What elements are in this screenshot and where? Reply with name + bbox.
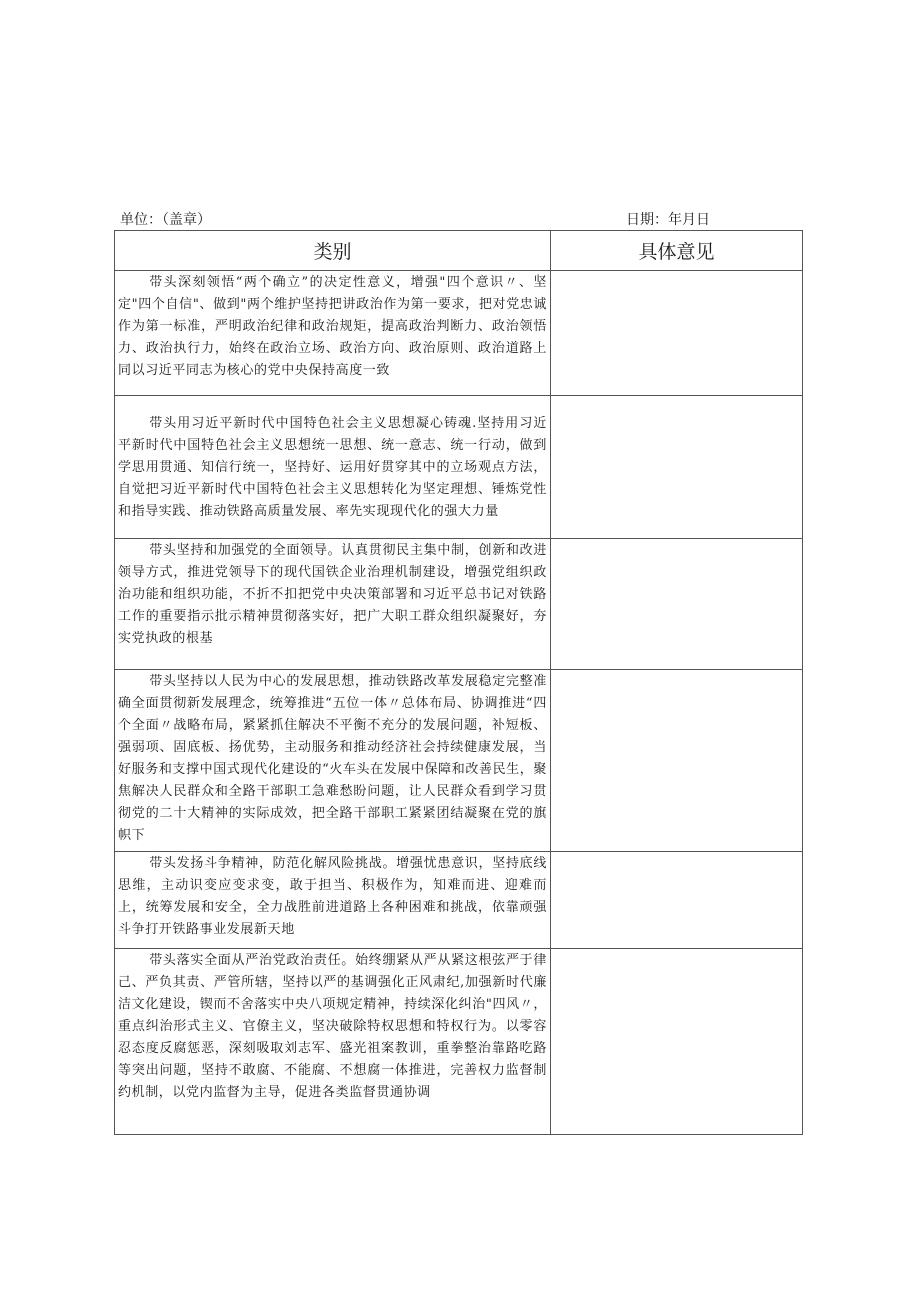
opinion-input-cell[interactable] [551,271,803,396]
category-text: 带头用习近平新时代中国特色社会主义思想凝心铸魂.坚持用习近平新时代中国特色社会主义思想统一思想、统一意志、统一行动，做到学思用贯通、知信行统一，坚持好、运用好贯穿其中的立场观点方法，自觉把习近平新时代中国特色社会主义思想转化为坚定理想、锤炼党性和指导实践、推动铁路高质量发展、率先实现现代化的强大力量 [118,416,547,519]
form-header [120,210,710,230]
opinion-input-cell[interactable] [551,949,803,1135]
category-text: 带头发扬斗争精神，防范化解风险挑战。增强忧患意识，坚持底线思维，主动识变应变求变，敢于担当、积极作为，知难而进、迎难而上，统筹发展和安全，全力战胜前进道路上各种困难和挑战，依靠顽强斗争打开铁路事业发展新天地 [118,856,547,937]
category-cell [115,271,551,396]
column-header-opinion: 具体意见 [551,231,803,271]
category-text: 带头坚持和加强党的全面领导。认真贯彻民主集中制，创新和改进领导方式，推进党领导下的现代国铁企业治理机制建设，增强党组织政治功能和组织功能，不折不扣把党中央决策部署和习近平总书记对铁路工作的重要指示批示精神贯彻落实好，把广大职工群众组织凝聚好，夯实党执政的根基 [118,543,547,646]
table-row [115,539,803,670]
table-row [115,852,803,949]
table-row [115,949,803,1135]
column-header-category: 类别 [115,231,551,271]
category-cell [115,852,551,949]
opinion-input-cell[interactable] [551,539,803,670]
table-row [115,396,803,539]
category-cell [115,670,551,852]
table-row [115,271,803,396]
category-text: 带头深刻领悟“两个确立”的决定性意义，增强"四个意识〃、坚定"四个自信"、做到"两个维护坚持把讲政治作为第一要求，把对党忠诚作为第一标准，严明政治纪律和政治规矩，提高政治判断力、政治领悟力、政治执行力，始终在政治立场、政治方向、政治原则、政治道路上同以习近平同志为核心的党中央保持高度一致 [118,275,547,378]
opinion-table [114,230,803,1135]
category-cell [115,539,551,670]
table-row [115,670,803,852]
opinion-input-cell[interactable] [551,670,803,852]
opinion-input-cell[interactable] [551,852,803,949]
category-text: 带头落实全面从严治党政治责任。始终绷紧从严从紧这根弦严于律己、严负其责、严管所辖，坚持以严的基调强化正风肃纪,加强新时代廉洁文化建设，锲而不舍落实中央八项规定精神，持续深化纠治"四风〃，重点纠治形式主义、官僚主义，坚决破除特权思想和特权行为。以零容忍态度反腐惩恶，深刻吸取刘志军、盛光祖案教训，重拳整治靠路吃路等突出问题，坚持不敢腐、不能腐、不想腐一体推进，完善权力监督制约机制，以党内监督为主导，促进各类监督贯通协调 [118,953,547,1100]
opinion-input-cell[interactable] [551,396,803,539]
unit-seal-label: 单位：（盖章） [120,212,211,228]
table-header-row [115,231,803,271]
category-cell [115,396,551,539]
date-label: 日期：年月日 [626,212,710,228]
category-text: 带头坚持以人民为中心的发展思想，推动铁路改革发展稳定完整准确全面贯彻新发展理念，统筹推进“五位一体〃总体布局、协调推进“四个全面〃战略布局，紧紧抓住解决不平衡不充分的发展问题，补短板、强弱项、固底板、扬优势，主动服务和推动经济社会持续健康发展，当好服务和支撑中国式现代化建设的“火车头在发展中保障和改善民生，聚焦解决人民群众和全路干部职工急难愁盼问题，让人民群众看到学习贯彻党的二十大精神的实际成效，把全路干部职工紧紧团结凝聚在党的旗帜下 [118,674,547,843]
category-cell [115,949,551,1135]
